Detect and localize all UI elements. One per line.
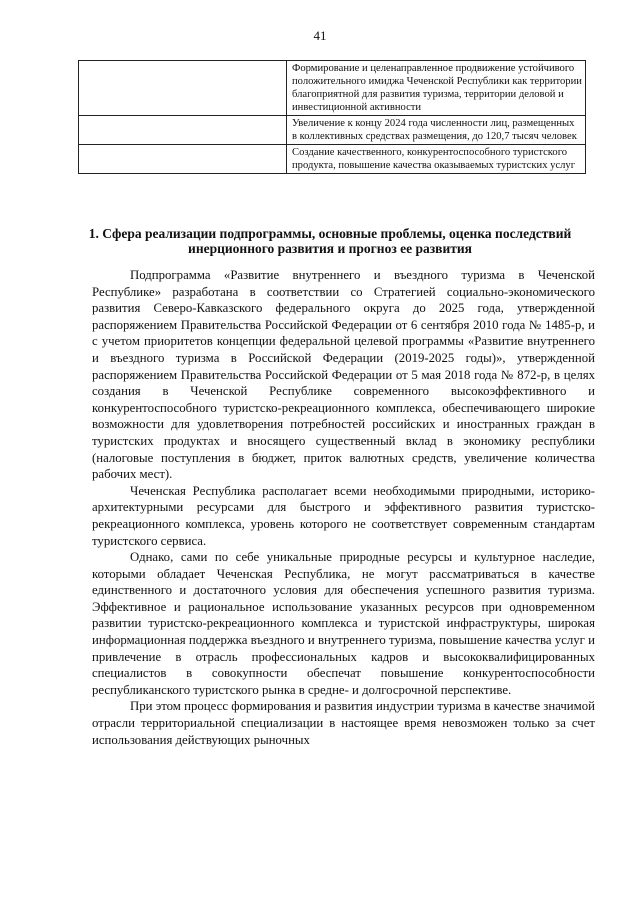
- table-cell: Увеличение к концу 2024 года численности лиц, размещенных в коллективных средствах размещения, до 120,7 тысяч человек: [287, 116, 586, 145]
- goals-table: [78, 60, 586, 174]
- table-cell: Формирование и целенаправленное продвижение устойчивого положительного имиджа Чеченской Республики как территории благоприятной для развития туризма, территории деловой и инвестиционной активности: [287, 61, 586, 116]
- body-text: [92, 267, 595, 748]
- table-row: [79, 116, 586, 145]
- page-number: 41: [313, 28, 327, 43]
- table-cell-empty: [79, 61, 287, 116]
- paragraph: Чеченская Республика располагает всеми необходимыми природными, историко-архитектурными ресурсами для быстрого и эффективного развития туристско-рекреационного комплекса, уровень которого не соответствует современным стандартам туристского сервиса.: [92, 483, 595, 548]
- table-row: [79, 145, 586, 174]
- table-row: [79, 61, 586, 116]
- paragraph: При этом процесс формирования и развития индустрии туризма в качестве значимой отрасли территориальной специализации в настоящее время невозможен только за счет использования действующих рыночных: [92, 699, 595, 747]
- section-heading: 1. Сфера реализации подпрограммы, основные проблемы, оценка последствий инерционного развития и прогноз ее развития: [88, 226, 572, 256]
- table-cell: Создание качественного, конкурентоспособного туристского продукта, повышение качества оказываемых туристских услуг: [287, 145, 586, 174]
- paragraph: Однако, сами по себе уникальные природные ресурсы и культурное наследие, которыми обладает Чеченская Республика, не могут рассматриваться в качестве единственного и достаточного условия для обеспечения успешного развития туризма. Эффективное и рациональное использование указанных ресурсов при одновременном развитии туристско-рекреационного комплекса и туристской инфраструктуры, широкая информационная поддержка въездного и внутреннего туризма, повышение качества услуг и привлечение в отрасль профессиональных кадров и высококвалифицированных специалистов в совокупности обеспечат повышение конкурентоспособности республиканского туристского рынка в средне- и долгосрочной перспективе.: [92, 550, 595, 697]
- table-cell-empty: [79, 116, 287, 145]
- paragraph: Подпрограмма «Развитие внутреннего и въездного туризма в Чеченской Республике» разработана в соответствии со Стратегией социально-экономического развития Северо-Кавказского федерального округа до 2025 года, утвержденной распоряжением Правительства Российской Федерации от 6 сентября 2010 года № 1485-р, и с учетом приоритетов концепции федеральной целевой программы «Развитие внутреннего и въездного туризма в Российской Федерации (2019-2025 годы)», утвержденной распоряжением Правительства Российской Федерации от 5 мая 2018 года № 872-р, в целях создания в Чеченской Республике современного высокоэффективного и конкурентоспособного туристско-рекреационного комплекса, обеспечивающего широкие возможности для удовлетворения потребностей российских и иностранных граждан в туристских продуктах и вносящего существенный вклад в экономику республики (налоговые поступления в бюджет, приток валютных средств, увеличение количества рабочих мест).: [92, 268, 595, 482]
- table-cell-empty: [79, 145, 287, 174]
